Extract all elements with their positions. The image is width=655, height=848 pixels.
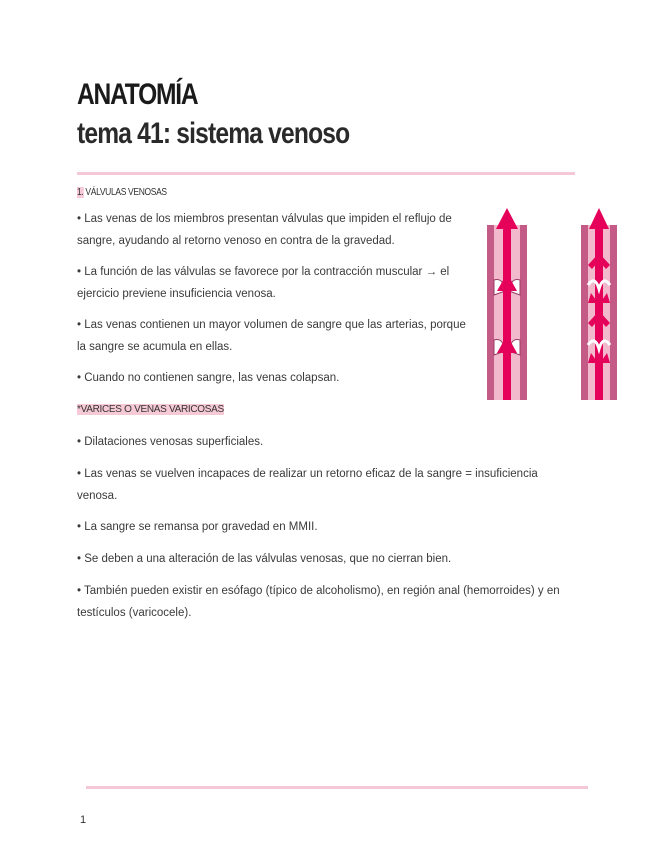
bullet-1: • Las venas de los miembros presentan válvulas que impiden el reflujo de sangre, ayudando al retorno venoso en contra de la gravedad. [77, 213, 452, 247]
page-number: 1 [80, 814, 87, 826]
varices-bullet-4: • Se deben a una alteración de las válvulas venosas, que no cierran bien. [77, 553, 452, 565]
bullet-4: • Cuando no contienen sangre, las venas colapsan. [77, 372, 340, 384]
bullet-3: • Las venas contienen un mayor volumen de sangre que las arterias, porque la sangre se acumula en ellas. [77, 319, 466, 353]
bottom-divider [86, 786, 588, 789]
top-divider [77, 172, 575, 175]
section-number: 1. [77, 187, 84, 198]
varices-bullet-3: • La sangre se remansa por gravedad en MMII. [77, 521, 318, 533]
varices-heading [77, 404, 224, 415]
vein-valves-illustration [485, 205, 625, 405]
varices-bullet-5: • También pueden existir en esófago (típico de alcoholismo), en región anal (hemorroides) y en testículos (varicocele). [77, 585, 560, 619]
bullet-2: • La función de las válvulas se favorece por la contracción muscular → el ejercicio previene insuficiencia venosa. [77, 266, 450, 300]
varices-heading-text: *VARICES O VENAS VARICOSAS [77, 404, 224, 415]
section-heading [77, 187, 167, 198]
document-title: ANATOMÍA [77, 78, 198, 111]
section-title: VÁLVULAS VENOSAS [83, 187, 167, 198]
document-subtitle: tema 41: sistema venoso [77, 117, 350, 150]
varices-bullet-2: • Las venas se vuelven incapaces de realizar un retorno eficaz de la sangre = insuficiencia venosa. [77, 468, 538, 502]
varices-bullet-1: • Dilataciones venosas superficiales. [77, 436, 264, 448]
